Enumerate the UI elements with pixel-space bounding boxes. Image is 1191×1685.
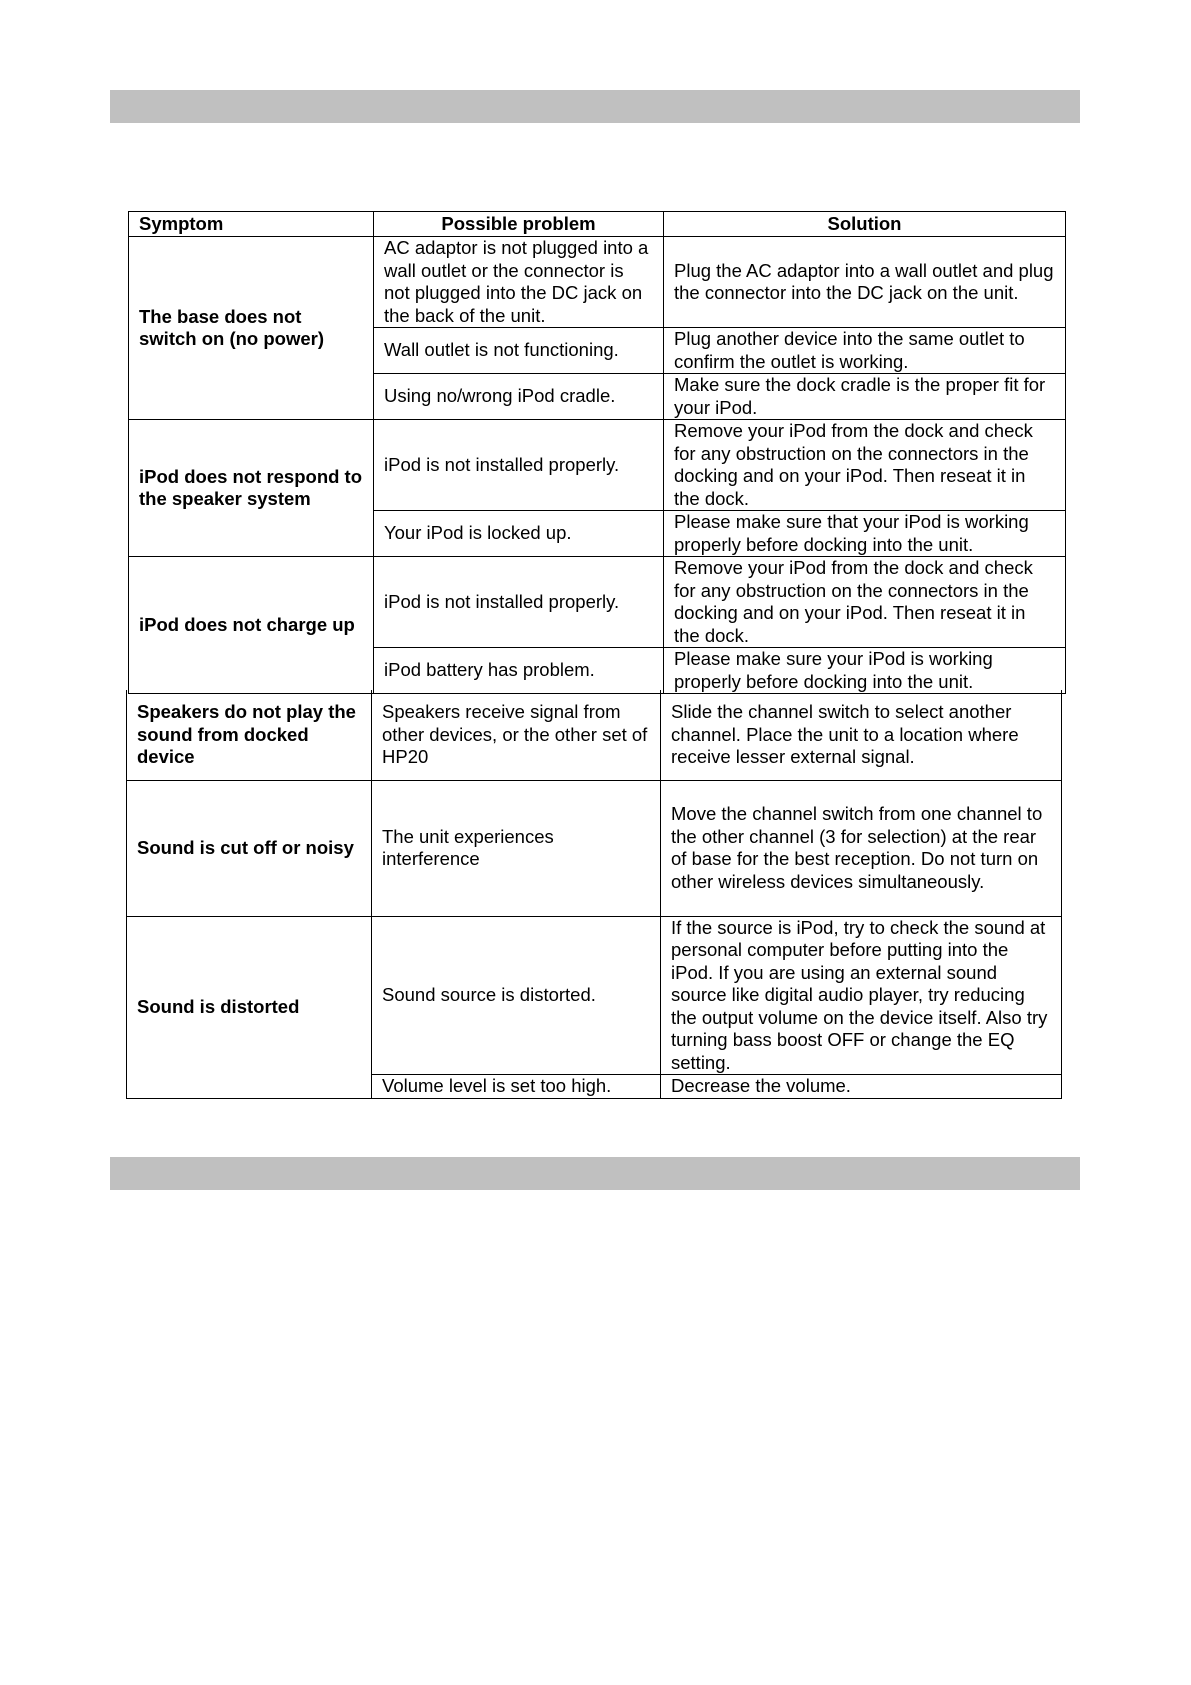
- symptom-cell: The base does not switch on (no power): [129, 237, 374, 420]
- solution-cell: Slide the channel switch to select another channel. Place the unit to a location where receive lesser external signal.: [661, 690, 1062, 780]
- troubleshooting-table: [128, 211, 1066, 694]
- table-row: [127, 916, 1062, 1075]
- problem-cell: Volume level is set too high.: [372, 1075, 661, 1099]
- problem-cell: iPod battery has problem.: [374, 648, 664, 694]
- symptom-cell: Speakers do not play the sound from docked device: [127, 690, 372, 780]
- problem-cell: iPod is not installed properly.: [374, 557, 664, 648]
- troubleshooting-table-continued: [126, 690, 1062, 1099]
- problem-cell: Wall outlet is not functioning.: [374, 328, 664, 374]
- solution-cell: If the source is iPod, try to check the sound at personal computer before putting into the iPod. If you are using an external sound source like digital audio player, try reducing the output volume on the device itself. Also try turning bass boost OFF or change the EQ setting.: [661, 916, 1062, 1075]
- solution-cell: Decrease the volume.: [661, 1075, 1062, 1099]
- table-row: [129, 420, 1066, 511]
- solution-cell: Please make sure your iPod is working properly before docking into the unit.: [664, 648, 1066, 694]
- header-possible-problem: Possible problem: [374, 212, 664, 237]
- symptom-cell: iPod does not respond to the speaker system: [129, 420, 374, 557]
- solution-cell: Remove your iPod from the dock and check for any obstruction on the connectors in the docking and on your iPod. Then reseat it in the dock.: [664, 420, 1066, 511]
- solution-cell: Remove your iPod from the dock and check for any obstruction on the connectors in the docking and on your iPod. Then reseat it in the dock.: [664, 557, 1066, 648]
- section-header-bar: [110, 90, 1080, 123]
- problem-cell: The unit experiences interference: [372, 780, 661, 916]
- header-solution: Solution: [664, 212, 1066, 237]
- table-row: [127, 780, 1062, 916]
- solution-cell: Plug the AC adaptor into a wall outlet and plug the connector into the DC jack on the unit.: [664, 237, 1066, 328]
- problem-cell: Your iPod is locked up.: [374, 511, 664, 557]
- problem-cell: iPod is not installed properly.: [374, 420, 664, 511]
- symptom-cell: Sound is distorted: [127, 916, 372, 1098]
- problem-cell: Speakers receive signal from other devices, or the other set of HP20: [372, 690, 661, 780]
- problem-cell: Sound source is distorted.: [372, 916, 661, 1075]
- solution-cell: Make sure the dock cradle is the proper fit for your iPod.: [664, 374, 1066, 420]
- symptom-cell: Sound is cut off or noisy: [127, 780, 372, 916]
- table-row: [129, 557, 1066, 648]
- problem-cell: AC adaptor is not plugged into a wall outlet or the connector is not plugged into the DC jack on the back of the unit.: [374, 237, 664, 328]
- solution-cell: Please make sure that your iPod is working properly before docking into the unit.: [664, 511, 1066, 557]
- problem-cell: Using no/wrong iPod cradle.: [374, 374, 664, 420]
- table-row: [127, 690, 1062, 780]
- header-symptom: Symptom: [129, 212, 374, 237]
- section-header-bar: [110, 1157, 1080, 1190]
- table-header-row: [129, 212, 1066, 237]
- symptom-cell: iPod does not charge up: [129, 557, 374, 694]
- table-row: [129, 237, 1066, 328]
- solution-cell: Plug another device into the same outlet to confirm the outlet is working.: [664, 328, 1066, 374]
- solution-cell: Move the channel switch from one channel to the other channel (3 for selection) at the rear of base for the best reception. Do not turn on other wireless devices simultaneously.: [661, 780, 1062, 916]
